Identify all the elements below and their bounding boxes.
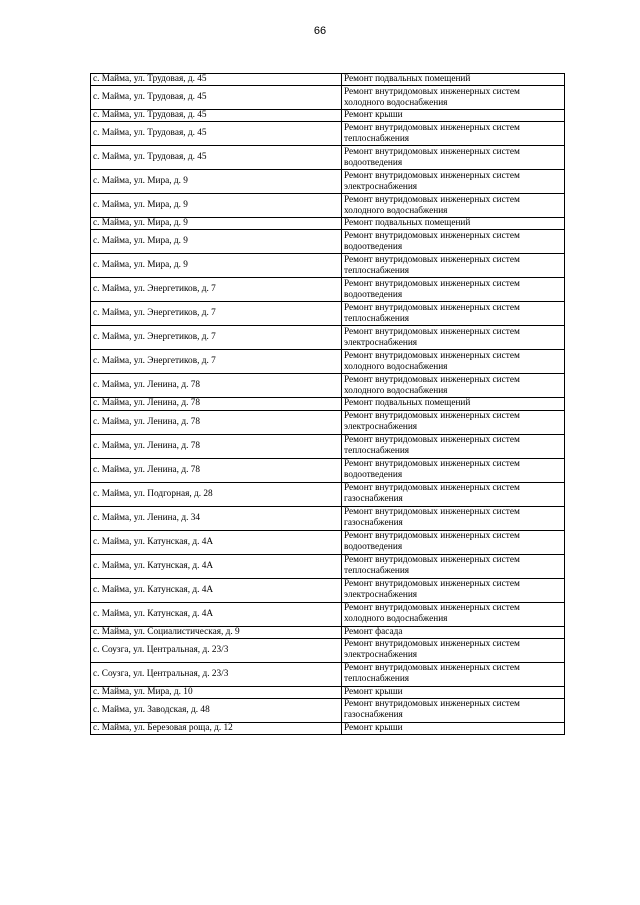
table-row [91, 122, 565, 146]
work-type-cell: Ремонт крыши [342, 722, 565, 734]
work-type-cell: Ремонт крыши [342, 686, 565, 698]
work-type-cell: Ремонт внутридомовых инженерных систем теплоснабжения [342, 122, 565, 146]
table-row [91, 302, 565, 326]
work-type-cell: Ремонт внутридомовых инженерных систем теплоснабжения [342, 554, 565, 578]
work-type-cell: Ремонт внутридомовых инженерных систем электроснабжения [342, 578, 565, 602]
work-type-cell: Ремонт внутридомовых инженерных систем газоснабжения [342, 482, 565, 506]
table-body [91, 74, 565, 735]
work-type-cell: Ремонт внутридомовых инженерных систем водоотведения [342, 278, 565, 302]
table-row [91, 254, 565, 278]
address-cell: с. Майма, ул. Мира, д. 10 [91, 686, 342, 698]
work-type-cell: Ремонт фасада [342, 626, 565, 638]
table-row [91, 578, 565, 602]
work-type-cell: Ремонт внутридомовых инженерных систем холодного водоснабжения [342, 194, 565, 218]
address-cell: с. Соузга, ул. Центральная, д. 23/3 [91, 638, 342, 662]
address-cell: с. Майма, ул. Мира, д. 9 [91, 254, 342, 278]
work-type-cell: Ремонт внутридомовых инженерных систем холодного водоснабжения [342, 350, 565, 374]
table-row [91, 482, 565, 506]
address-cell: с. Майма, ул. Катунская, д. 4А [91, 578, 342, 602]
table-row [91, 86, 565, 110]
table-row [91, 398, 565, 410]
address-cell: с. Майма, ул. Ленина, д. 78 [91, 374, 342, 398]
address-cell: с. Майма, ул. Катунская, д. 4А [91, 602, 342, 626]
table-row [91, 458, 565, 482]
address-cell: с. Майма, ул. Катунская, д. 4А [91, 554, 342, 578]
table-row [91, 686, 565, 698]
table-row [91, 506, 565, 530]
table-row [91, 278, 565, 302]
address-cell: с. Майма, ул. Ленина, д. 78 [91, 398, 342, 410]
table-row [91, 110, 565, 122]
work-type-cell: Ремонт внутридомовых инженерных систем электроснабжения [342, 170, 565, 194]
address-cell: с. Майма, ул. Березовая роща, д. 12 [91, 722, 342, 734]
address-cell: с. Майма, ул. Трудовая, д. 45 [91, 110, 342, 122]
table-row [91, 194, 565, 218]
address-cell: с. Майма, ул. Мира, д. 9 [91, 218, 342, 230]
address-cell: с. Майма, ул. Мира, д. 9 [91, 230, 342, 254]
work-type-cell: Ремонт подвальных помещений [342, 398, 565, 410]
work-type-cell: Ремонт внутридомовых инженерных систем теплоснабжения [342, 254, 565, 278]
work-type-cell: Ремонт внутридомовых инженерных систем электроснабжения [342, 410, 565, 434]
table-row [91, 626, 565, 638]
address-cell: с. Майма, ул. Ленина, д. 78 [91, 434, 342, 458]
work-type-cell: Ремонт внутридомовых инженерных систем водоотведения [342, 458, 565, 482]
work-type-cell: Ремонт внутридомовых инженерных систем газоснабжения [342, 506, 565, 530]
address-cell: с. Соузга, ул. Центральная, д. 23/3 [91, 662, 342, 686]
address-cell: с. Майма, ул. Ленина, д. 78 [91, 410, 342, 434]
work-type-cell: Ремонт внутридомовых инженерных систем теплоснабжения [342, 434, 565, 458]
table-row [91, 146, 565, 170]
table-row [91, 722, 565, 734]
work-type-cell: Ремонт внутридомовых инженерных систем холодного водоснабжения [342, 602, 565, 626]
table-row [91, 698, 565, 722]
work-type-cell: Ремонт внутридомовых инженерных систем холодного водоснабжения [342, 86, 565, 110]
work-type-cell: Ремонт внутридомовых инженерных систем электроснабжения [342, 326, 565, 350]
work-type-cell: Ремонт подвальных помещений [342, 74, 565, 86]
work-type-cell: Ремонт внутридомовых инженерных систем теплоснабжения [342, 302, 565, 326]
table-row [91, 326, 565, 350]
work-type-cell: Ремонт внутридомовых инженерных систем газоснабжения [342, 698, 565, 722]
work-type-cell: Ремонт внутридомовых инженерных систем теплоснабжения [342, 662, 565, 686]
table-row [91, 530, 565, 554]
table-row [91, 434, 565, 458]
table-row [91, 230, 565, 254]
table-row [91, 350, 565, 374]
address-cell: с. Майма, ул. Энергетиков, д. 7 [91, 302, 342, 326]
address-cell: с. Майма, ул. Мира, д. 9 [91, 170, 342, 194]
table-row [91, 218, 565, 230]
address-cell: с. Майма, ул. Энергетиков, д. 7 [91, 278, 342, 302]
address-cell: с. Майма, ул. Трудовая, д. 45 [91, 74, 342, 86]
table-row [91, 374, 565, 398]
work-type-cell: Ремонт подвальных помещений [342, 218, 565, 230]
address-cell: с. Майма, ул. Энергетиков, д. 7 [91, 350, 342, 374]
address-cell: с. Майма, ул. Ленина, д. 78 [91, 458, 342, 482]
table-row [91, 638, 565, 662]
repair-works-table [90, 73, 565, 735]
table-row [91, 74, 565, 86]
work-type-cell: Ремонт внутридомовых инженерных систем водоотведения [342, 230, 565, 254]
address-cell: с. Майма, ул. Подгорная, д. 28 [91, 482, 342, 506]
page-number: 66 [313, 25, 327, 37]
address-cell: с. Майма, ул. Трудовая, д. 45 [91, 86, 342, 110]
address-cell: с. Майма, ул. Ленина, д. 34 [91, 506, 342, 530]
table-row [91, 410, 565, 434]
table-row [91, 554, 565, 578]
work-type-cell: Ремонт внутридомовых инженерных систем водоотведения [342, 530, 565, 554]
work-type-cell: Ремонт внутридомовых инженерных систем холодного водоснабжения [342, 374, 565, 398]
work-type-cell: Ремонт крыши [342, 110, 565, 122]
table-row [91, 170, 565, 194]
table-row [91, 602, 565, 626]
work-type-cell: Ремонт внутридомовых инженерных систем водоотведения [342, 146, 565, 170]
address-cell: с. Майма, ул. Трудовая, д. 45 [91, 122, 342, 146]
address-cell: с. Майма, ул. Заводская, д. 48 [91, 698, 342, 722]
address-cell: с. Майма, ул. Социалистическая, д. 9 [91, 626, 342, 638]
address-cell: с. Майма, ул. Мира, д. 9 [91, 194, 342, 218]
address-cell: с. Майма, ул. Энергетиков, д. 7 [91, 326, 342, 350]
table-row [91, 662, 565, 686]
work-type-cell: Ремонт внутридомовых инженерных систем электроснабжения [342, 638, 565, 662]
address-cell: с. Майма, ул. Трудовая, д. 45 [91, 146, 342, 170]
address-cell: с. Майма, ул. Катунская, д. 4А [91, 530, 342, 554]
